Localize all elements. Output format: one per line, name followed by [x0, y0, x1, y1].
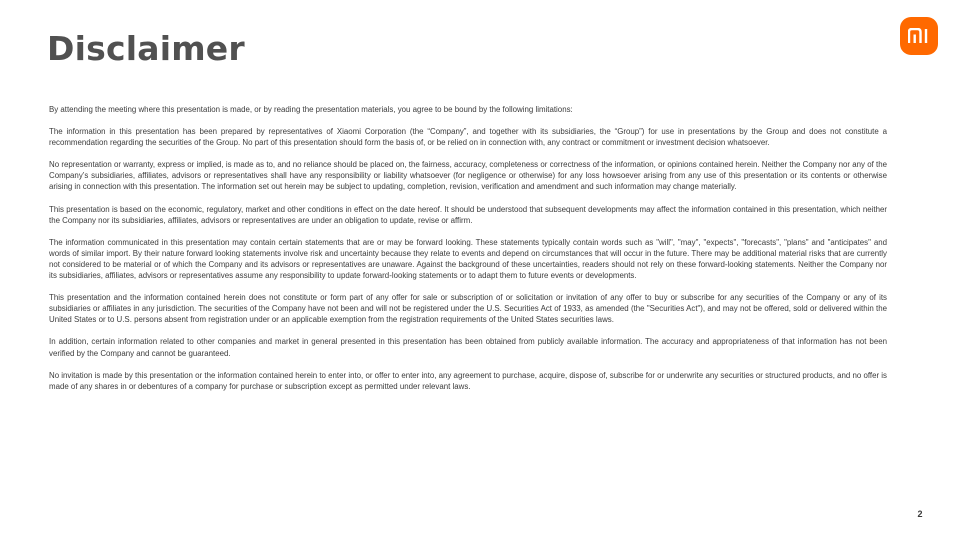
paragraph-intro: By attending the meeting where this presentation is made, or by reading the presentation materials, you agree to be bound by the following limitations:	[49, 105, 573, 114]
disclaimer-body	[49, 104, 887, 403]
paragraph-no-representation: No representation or warranty, express or implied, is made as to, and no reliance should be placed on, the fairness, accuracy, completeness or correctness of the information, or opinions contained herein. Neither the Company nor any of the Company’s subsidiaries, affiliates, advisors or representatives shall have any responsibility or liability whatsoever (for negligence or otherwise) for any loss howsoever arising from any use of this presentation or its contents or otherwise arising in connection with this presentation. The information set out herein may be subject to updating, completion, revision, verification and amendment and such information may change materially.	[49, 160, 887, 192]
page-title: Disclaimer	[47, 29, 245, 68]
paragraph-conditions: This presentation is based on the economic, regulatory, market and other conditions in effect on the date hereof. It should be understood that subsequent developments may affect the information contained in this presentation, which neither the Company nor its subsidiaries, affiliates, advisors or representatives are under an obligation to update, revise or affirm.	[49, 204, 887, 225]
xiaomi-logo-icon	[900, 17, 938, 55]
paragraph-information-prepared: The information in this presentation has been prepared by representatives of Xiaomi Corporation (the “Company”, and together with its subsidiaries, the “Group”) for use in presentations by the Group and does not constitute a recommendation regarding the securities of the Group. No part of this presentation should form the basis of, or be relied on in connection with, any contract or commitment or investment decision whatsoever.	[49, 127, 887, 148]
page-number: 2	[917, 509, 923, 519]
paragraph-forward-looking: The information communicated in this presentation may contain certain statements that are or may be forward looking. These statements typically contain words such as "will", "may", "expects", "forecasts", "plans" and "anticipates" and words of similar import. By their nature forward looking statements involve risk and uncertainty because they relate to events and depend on circumstances that will occur in the future. There may be additional material risks that are currently not considered to be material or of which the Company and its advisors or representatives are unaware. Against the background of these uncertainties, readers should not rely on these forward-looking statements. Neither the Company nor its subsidiaries, affiliates, advisors or representatives assume any responsibility to update forward-looking statements or to adapt them to future events or developments.	[49, 237, 887, 281]
paragraph-no-offer: This presentation and the information contained herein does not constitute or form part of any offer for sale or subscription of or solicitation or invitation of any offer to buy or subscribe for any securities of the Company or any of its subsidiaries or affiliates in any jurisdiction. The securities of the Company have not been and will not be registered under the U.S. Securities Act of 1933, as amended (the "Securities Act"), and may not be offered, sold or delivered within the United States or to U.S. persons absent from registration under or an applicable exemption from the registration requirements of the United States securities laws.	[49, 293, 887, 325]
paragraph-no-invitation: No invitation is made by this presentation or the information contained herein to enter into, or offer to enter into, any agreement to purchase, acquire, dispose of, subscribe for or underwrite any securities or structured products, and no offer is made of any shares in or debentures of a company for purchase or subscription except as permitted under relevant laws.	[49, 370, 887, 391]
paragraph-third-party-info: In addition, certain information related to other companies and market in general presented in this presentation has been obtained from publicly available information. The accuracy and appropriateness of that information has not been verified by the Company and cannot be guaranteed.	[49, 337, 887, 358]
